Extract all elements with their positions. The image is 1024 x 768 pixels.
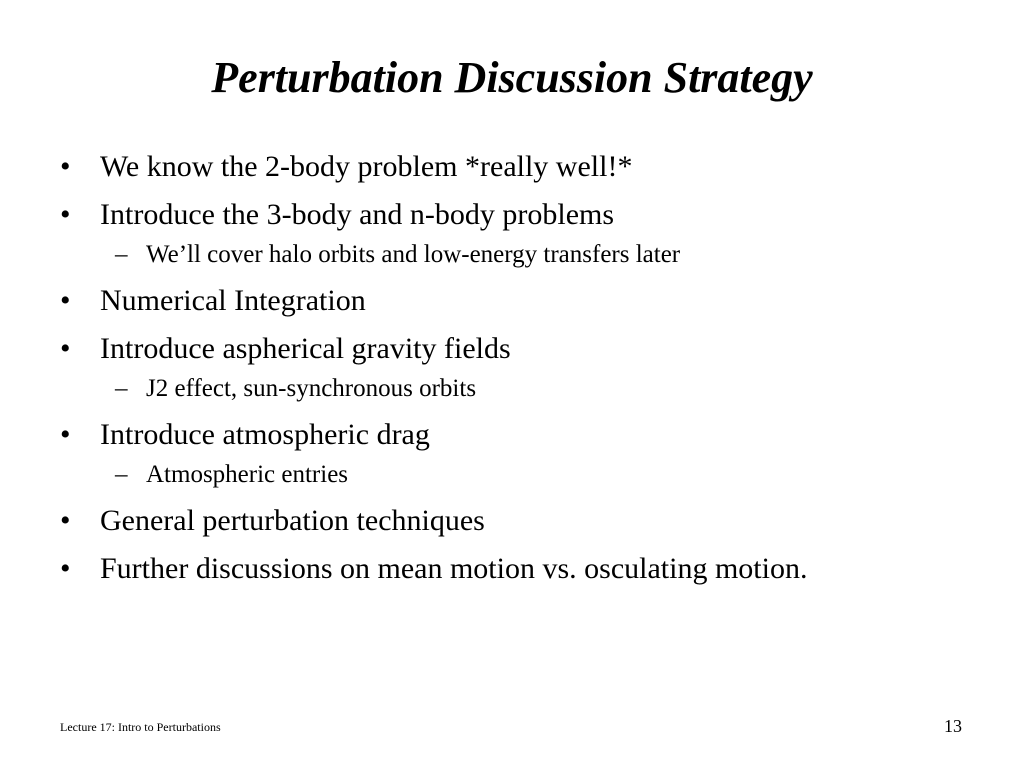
bullet-text: Introduce the 3-body and n-body problems: [100, 198, 615, 231]
slide-title: Perturbation Discussion Strategy: [211, 53, 813, 102]
bullet-item: [0, 148, 1024, 186]
sub-bullet-text: J2 effect, sun-synchronous orbits: [146, 375, 477, 402]
bullet-item: [0, 282, 1024, 320]
page-number: 13: [944, 716, 962, 736]
bullet-item: [0, 550, 1024, 588]
dash-icon: –: [115, 241, 128, 268]
bullet-text: Introduce aspherical gravity fields: [100, 332, 511, 365]
bullet-icon: •: [60, 504, 71, 537]
bullet-item: [0, 416, 1024, 454]
sub-bullet-text: Atmospheric entries: [146, 461, 349, 488]
bullet-text: We know the 2-body problem *really well!*: [100, 150, 633, 183]
bullet-text: Introduce atmospheric drag: [100, 418, 430, 451]
dash-icon: –: [115, 461, 128, 488]
bullet-icon: •: [60, 418, 71, 451]
bullet-text: Numerical Integration: [100, 284, 366, 317]
bullet-icon: •: [60, 150, 71, 183]
bullet-icon: •: [60, 284, 71, 317]
bullet-item: [0, 196, 1024, 234]
bullet-icon: •: [60, 198, 71, 231]
bullet-item: [0, 330, 1024, 368]
dash-icon: –: [115, 375, 128, 402]
sub-bullet-item: [0, 373, 1024, 405]
bullet-list: [0, 148, 1024, 598]
bullet-text: Further discussions on mean motion vs. osculating motion.: [100, 552, 808, 585]
bullet-icon: •: [60, 552, 71, 585]
bullet-text: General perturbation techniques: [100, 504, 485, 537]
footer-lecture-label: Lecture 17: Intro to Perturbations: [60, 720, 221, 734]
sub-bullet-text: We’ll cover halo orbits and low-energy transfers later: [146, 241, 681, 268]
sub-bullet-item: [0, 459, 1024, 491]
bullet-item: [0, 502, 1024, 540]
sub-bullet-item: [0, 239, 1024, 271]
bullet-icon: •: [60, 332, 71, 365]
